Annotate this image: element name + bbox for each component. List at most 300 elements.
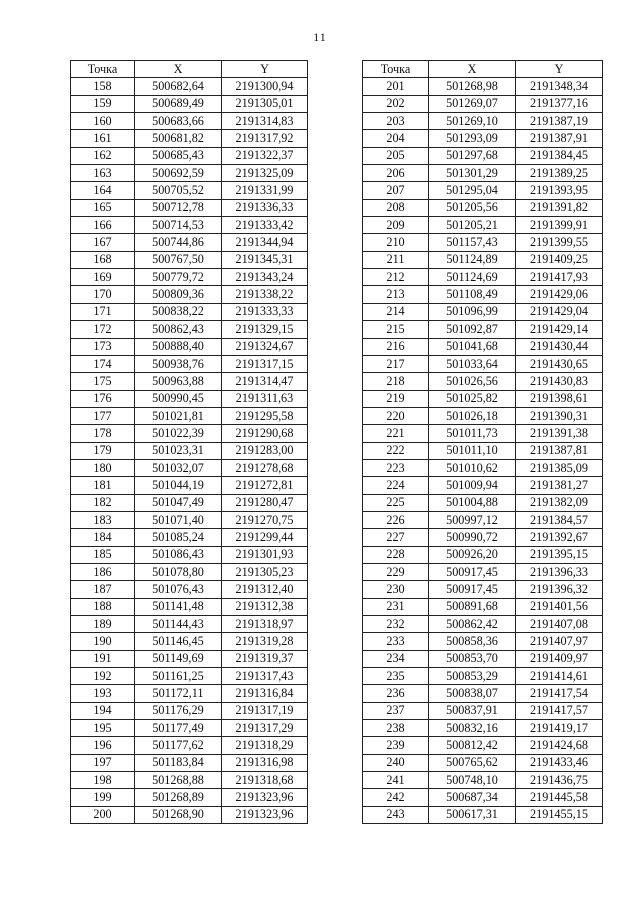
point-number-cell: 243: [363, 806, 429, 823]
point-number-cell: 187: [71, 581, 135, 598]
x-coordinate-cell: 500917,45: [429, 563, 516, 580]
point-number-cell: 215: [363, 321, 429, 338]
table-row: [71, 303, 308, 320]
x-coordinate-cell: 500926,20: [429, 546, 516, 563]
table-row: [71, 425, 308, 442]
x-coordinate-cell: 500888,40: [135, 338, 222, 355]
y-coordinate-cell: 2191417,54: [516, 685, 603, 702]
x-coordinate-cell: 500767,50: [135, 251, 222, 268]
table-row: [363, 234, 603, 251]
point-number-cell: 173: [71, 338, 135, 355]
table-row: [71, 581, 308, 598]
point-number-cell: 182: [71, 494, 135, 511]
x-coordinate-cell: 500990,72: [429, 529, 516, 546]
table-row: [363, 546, 603, 563]
point-number-cell: 233: [363, 633, 429, 650]
table-row: [71, 130, 308, 147]
coordinates-table-right: [362, 60, 603, 824]
table-row: [363, 459, 603, 476]
x-coordinate-cell: 500685,43: [135, 147, 222, 164]
table-row: [71, 269, 308, 286]
point-number-cell: 236: [363, 685, 429, 702]
y-coordinate-cell: 2191324,67: [222, 338, 308, 355]
x-coordinate-cell: 501026,18: [429, 407, 516, 424]
table-row: [363, 373, 603, 390]
y-coordinate-cell: 2191319,37: [222, 650, 308, 667]
x-coordinate-cell: 501032,07: [135, 459, 222, 476]
x-coordinate-cell: 501124,69: [429, 269, 516, 286]
point-number-cell: 194: [71, 702, 135, 719]
point-number-cell: 221: [363, 425, 429, 442]
column-header-y: Y: [516, 61, 603, 78]
y-coordinate-cell: 2191424,68: [516, 737, 603, 754]
y-coordinate-cell: 2191417,93: [516, 269, 603, 286]
y-coordinate-cell: 2191398,61: [516, 390, 603, 407]
point-number-cell: 192: [71, 668, 135, 685]
table-row: [71, 407, 308, 424]
y-coordinate-cell: 2191300,94: [222, 78, 308, 95]
table-row: [71, 737, 308, 754]
point-number-cell: 176: [71, 390, 135, 407]
table-row: [71, 147, 308, 164]
table-row: [363, 616, 603, 633]
y-coordinate-cell: 2191387,91: [516, 130, 603, 147]
x-coordinate-cell: 500682,64: [135, 78, 222, 95]
y-coordinate-cell: 2191387,19: [516, 113, 603, 130]
x-coordinate-cell: 500705,52: [135, 182, 222, 199]
table-row: [363, 702, 603, 719]
table-row: [71, 511, 308, 528]
x-coordinate-cell: 501108,49: [429, 286, 516, 303]
y-coordinate-cell: 2191325,09: [222, 165, 308, 182]
x-coordinate-cell: 501023,31: [135, 442, 222, 459]
point-number-cell: 166: [71, 217, 135, 234]
table-row: [363, 147, 603, 164]
table-row: [71, 113, 308, 130]
x-coordinate-cell: 501161,25: [135, 668, 222, 685]
table-row: [363, 581, 603, 598]
x-coordinate-cell: 500812,42: [429, 737, 516, 754]
x-coordinate-cell: 501297,68: [429, 147, 516, 164]
table-row: [363, 95, 603, 112]
table-row: [71, 477, 308, 494]
point-number-cell: 190: [71, 633, 135, 650]
table-row: [71, 321, 308, 338]
x-coordinate-cell: 500832,16: [429, 720, 516, 737]
point-number-cell: 209: [363, 217, 429, 234]
y-coordinate-cell: 2191329,15: [222, 321, 308, 338]
y-coordinate-cell: 2191311,63: [222, 390, 308, 407]
table-row: [71, 806, 308, 823]
y-coordinate-cell: 2191401,56: [516, 598, 603, 615]
point-number-cell: 207: [363, 182, 429, 199]
x-coordinate-cell: 500744,86: [135, 234, 222, 251]
y-coordinate-cell: 2191429,14: [516, 321, 603, 338]
point-number-cell: 170: [71, 286, 135, 303]
table-row: [363, 563, 603, 580]
x-coordinate-cell: 500997,12: [429, 511, 516, 528]
x-coordinate-cell: 501004,88: [429, 494, 516, 511]
y-coordinate-cell: 2191333,42: [222, 217, 308, 234]
y-coordinate-cell: 2191390,31: [516, 407, 603, 424]
point-number-cell: 196: [71, 737, 135, 754]
x-coordinate-cell: 500838,07: [429, 685, 516, 702]
y-coordinate-cell: 2191399,55: [516, 234, 603, 251]
y-coordinate-cell: 2191348,34: [516, 78, 603, 95]
x-coordinate-cell: 501205,56: [429, 199, 516, 216]
y-coordinate-cell: 2191392,67: [516, 529, 603, 546]
y-coordinate-cell: 2191317,29: [222, 720, 308, 737]
y-coordinate-cell: 2191387,81: [516, 442, 603, 459]
table-row: [71, 390, 308, 407]
point-number-cell: 172: [71, 321, 135, 338]
x-coordinate-cell: 500862,43: [135, 321, 222, 338]
y-coordinate-cell: 2191322,37: [222, 147, 308, 164]
point-number-cell: 225: [363, 494, 429, 511]
x-coordinate-cell: 501022,39: [135, 425, 222, 442]
table-row: [71, 217, 308, 234]
y-coordinate-cell: 2191396,33: [516, 563, 603, 580]
y-coordinate-cell: 2191417,57: [516, 702, 603, 719]
y-coordinate-cell: 2191455,15: [516, 806, 603, 823]
point-number-cell: 214: [363, 303, 429, 320]
table-row: [363, 217, 603, 234]
table-row: [71, 720, 308, 737]
y-coordinate-cell: 2191318,68: [222, 772, 308, 789]
table-row: [71, 494, 308, 511]
table-row: [363, 477, 603, 494]
x-coordinate-cell: 501177,49: [135, 720, 222, 737]
point-number-cell: 201: [363, 78, 429, 95]
table-row: [363, 251, 603, 268]
point-number-cell: 203: [363, 113, 429, 130]
x-coordinate-cell: 500712,78: [135, 199, 222, 216]
point-number-cell: 171: [71, 303, 135, 320]
point-number-cell: 223: [363, 459, 429, 476]
y-coordinate-cell: 2191433,46: [516, 754, 603, 771]
x-coordinate-cell: 500838,22: [135, 303, 222, 320]
x-coordinate-cell: 501021,81: [135, 407, 222, 424]
x-coordinate-cell: 501176,29: [135, 702, 222, 719]
y-coordinate-cell: 2191280,47: [222, 494, 308, 511]
table-row: [363, 529, 603, 546]
point-number-cell: 158: [71, 78, 135, 95]
x-coordinate-cell: 501085,24: [135, 529, 222, 546]
coordinates-table-left: [70, 60, 308, 824]
table-row: [363, 355, 603, 372]
table-row: [71, 182, 308, 199]
x-coordinate-cell: 501041,68: [429, 338, 516, 355]
column-header-y: Y: [222, 61, 308, 78]
y-coordinate-cell: 2191381,27: [516, 477, 603, 494]
x-coordinate-cell: 501011,73: [429, 425, 516, 442]
x-coordinate-cell: 501047,49: [135, 494, 222, 511]
y-coordinate-cell: 2191409,25: [516, 251, 603, 268]
table-row: [363, 685, 603, 702]
x-coordinate-cell: 500687,34: [429, 789, 516, 806]
point-number-cell: 234: [363, 650, 429, 667]
y-coordinate-cell: 2191399,91: [516, 217, 603, 234]
table-row: [71, 286, 308, 303]
table-row: [71, 546, 308, 563]
y-coordinate-cell: 2191290,68: [222, 425, 308, 442]
point-number-cell: 191: [71, 650, 135, 667]
table-row: [71, 234, 308, 251]
x-coordinate-cell: 501268,88: [135, 772, 222, 789]
y-coordinate-cell: 2191436,75: [516, 772, 603, 789]
table-row: [363, 442, 603, 459]
x-coordinate-cell: 501157,43: [429, 234, 516, 251]
y-coordinate-cell: 2191305,01: [222, 95, 308, 112]
y-coordinate-cell: 2191312,38: [222, 598, 308, 615]
table-row: [363, 598, 603, 615]
table-header-row: [71, 61, 308, 78]
table-row: [363, 668, 603, 685]
point-number-cell: 231: [363, 598, 429, 615]
table-row: [363, 494, 603, 511]
y-coordinate-cell: 2191323,96: [222, 789, 308, 806]
y-coordinate-cell: 2191318,29: [222, 737, 308, 754]
x-coordinate-cell: 501301,29: [429, 165, 516, 182]
table-row: [71, 442, 308, 459]
point-number-cell: 163: [71, 165, 135, 182]
point-number-cell: 224: [363, 477, 429, 494]
y-coordinate-cell: 2191384,57: [516, 511, 603, 528]
point-number-cell: 210: [363, 234, 429, 251]
x-coordinate-cell: 501205,21: [429, 217, 516, 234]
x-coordinate-cell: 500938,76: [135, 355, 222, 372]
table-row: [71, 668, 308, 685]
y-coordinate-cell: 2191407,97: [516, 633, 603, 650]
y-coordinate-cell: 2191377,16: [516, 95, 603, 112]
table-row: [71, 702, 308, 719]
point-number-cell: 204: [363, 130, 429, 147]
point-number-cell: 178: [71, 425, 135, 442]
point-number-cell: 228: [363, 546, 429, 563]
point-number-cell: 195: [71, 720, 135, 737]
x-coordinate-cell: 501078,80: [135, 563, 222, 580]
point-number-cell: 189: [71, 616, 135, 633]
y-coordinate-cell: 2191316,98: [222, 754, 308, 771]
table-row: [363, 650, 603, 667]
x-coordinate-cell: 501295,04: [429, 182, 516, 199]
page-number: 11: [313, 30, 327, 44]
y-coordinate-cell: 2191395,15: [516, 546, 603, 563]
x-coordinate-cell: 501268,90: [135, 806, 222, 823]
x-coordinate-cell: 500853,70: [429, 650, 516, 667]
y-coordinate-cell: 2191331,99: [222, 182, 308, 199]
point-number-cell: 184: [71, 529, 135, 546]
x-coordinate-cell: 501086,43: [135, 546, 222, 563]
table-row: [71, 650, 308, 667]
x-coordinate-cell: 500748,10: [429, 772, 516, 789]
table-row: [363, 737, 603, 754]
x-coordinate-cell: 501268,89: [135, 789, 222, 806]
x-coordinate-cell: 501124,89: [429, 251, 516, 268]
table-row: [363, 407, 603, 424]
y-coordinate-cell: 2191317,15: [222, 355, 308, 372]
point-number-cell: 167: [71, 234, 135, 251]
x-coordinate-cell: 501010,62: [429, 459, 516, 476]
point-number-cell: 226: [363, 511, 429, 528]
column-header-point: Точка: [363, 61, 429, 78]
point-number-cell: 198: [71, 772, 135, 789]
point-number-cell: 216: [363, 338, 429, 355]
y-coordinate-cell: 2191278,68: [222, 459, 308, 476]
y-coordinate-cell: 2191317,92: [222, 130, 308, 147]
x-coordinate-cell: 500809,36: [135, 286, 222, 303]
y-coordinate-cell: 2191445,58: [516, 789, 603, 806]
x-coordinate-cell: 501293,09: [429, 130, 516, 147]
table-row: [363, 511, 603, 528]
table-row: [71, 598, 308, 615]
point-number-cell: 235: [363, 668, 429, 685]
table-row: [71, 338, 308, 355]
point-number-cell: 169: [71, 269, 135, 286]
table-row: [71, 529, 308, 546]
point-number-cell: 238: [363, 720, 429, 737]
y-coordinate-cell: 2191312,40: [222, 581, 308, 598]
y-coordinate-cell: 2191429,06: [516, 286, 603, 303]
point-number-cell: 206: [363, 165, 429, 182]
table-row: [71, 754, 308, 771]
point-number-cell: 218: [363, 373, 429, 390]
x-coordinate-cell: 501092,87: [429, 321, 516, 338]
y-coordinate-cell: 2191389,25: [516, 165, 603, 182]
y-coordinate-cell: 2191391,38: [516, 425, 603, 442]
column-header-x: X: [429, 61, 516, 78]
table-row: [363, 720, 603, 737]
point-number-cell: 205: [363, 147, 429, 164]
point-number-cell: 181: [71, 477, 135, 494]
y-coordinate-cell: 2191314,47: [222, 373, 308, 390]
y-coordinate-cell: 2191323,96: [222, 806, 308, 823]
y-coordinate-cell: 2191393,95: [516, 182, 603, 199]
table-row: [363, 425, 603, 442]
x-coordinate-cell: 500692,59: [135, 165, 222, 182]
point-number-cell: 179: [71, 442, 135, 459]
table-row: [363, 286, 603, 303]
y-coordinate-cell: 2191396,32: [516, 581, 603, 598]
table-row: [363, 789, 603, 806]
x-coordinate-cell: 501025,82: [429, 390, 516, 407]
point-number-cell: 202: [363, 95, 429, 112]
x-coordinate-cell: 500990,45: [135, 390, 222, 407]
point-number-cell: 242: [363, 789, 429, 806]
point-number-cell: 160: [71, 113, 135, 130]
table-row: [71, 95, 308, 112]
y-coordinate-cell: 2191385,09: [516, 459, 603, 476]
x-coordinate-cell: 501096,99: [429, 303, 516, 320]
y-coordinate-cell: 2191336,33: [222, 199, 308, 216]
table-row: [71, 772, 308, 789]
x-coordinate-cell: 500891,68: [429, 598, 516, 615]
point-number-cell: 217: [363, 355, 429, 372]
x-coordinate-cell: 501071,40: [135, 511, 222, 528]
table-row: [363, 390, 603, 407]
table-row: [71, 563, 308, 580]
table-row: [363, 182, 603, 199]
y-coordinate-cell: 2191272,81: [222, 477, 308, 494]
x-coordinate-cell: 501144,43: [135, 616, 222, 633]
y-coordinate-cell: 2191343,24: [222, 269, 308, 286]
table-row: [363, 113, 603, 130]
point-number-cell: 239: [363, 737, 429, 754]
x-coordinate-cell: 500681,82: [135, 130, 222, 147]
x-coordinate-cell: 500917,45: [429, 581, 516, 598]
point-number-cell: 211: [363, 251, 429, 268]
x-coordinate-cell: 500862,42: [429, 616, 516, 633]
table-row: [363, 338, 603, 355]
y-coordinate-cell: 2191382,09: [516, 494, 603, 511]
table-row: [71, 616, 308, 633]
table-row: [71, 251, 308, 268]
y-coordinate-cell: 2191295,58: [222, 407, 308, 424]
point-number-cell: 200: [71, 806, 135, 823]
table-row: [71, 355, 308, 372]
x-coordinate-cell: 501146,45: [135, 633, 222, 650]
x-coordinate-cell: 500765,62: [429, 754, 516, 771]
y-coordinate-cell: 2191317,19: [222, 702, 308, 719]
point-number-cell: 165: [71, 199, 135, 216]
y-coordinate-cell: 2191270,75: [222, 511, 308, 528]
table-row: [363, 130, 603, 147]
y-coordinate-cell: 2191344,94: [222, 234, 308, 251]
table-row: [363, 321, 603, 338]
point-number-cell: 199: [71, 789, 135, 806]
x-coordinate-cell: 500617,31: [429, 806, 516, 823]
point-number-cell: 222: [363, 442, 429, 459]
point-number-cell: 168: [71, 251, 135, 268]
table-row: [363, 165, 603, 182]
x-coordinate-cell: 501149,69: [135, 650, 222, 667]
y-coordinate-cell: 2191429,04: [516, 303, 603, 320]
point-number-cell: 186: [71, 563, 135, 580]
x-coordinate-cell: 501141,48: [135, 598, 222, 615]
table-row: [363, 303, 603, 320]
point-number-cell: 174: [71, 355, 135, 372]
point-number-cell: 159: [71, 95, 135, 112]
column-header-point: Точка: [71, 61, 135, 78]
point-number-cell: 212: [363, 269, 429, 286]
y-coordinate-cell: 2191316,84: [222, 685, 308, 702]
x-coordinate-cell: 500837,91: [429, 702, 516, 719]
table-row: [363, 754, 603, 771]
y-coordinate-cell: 2191407,08: [516, 616, 603, 633]
y-coordinate-cell: 2191414,61: [516, 668, 603, 685]
table-row: [71, 685, 308, 702]
y-coordinate-cell: 2191283,00: [222, 442, 308, 459]
x-coordinate-cell: 501269,10: [429, 113, 516, 130]
table-header-row: [363, 61, 603, 78]
point-number-cell: 219: [363, 390, 429, 407]
y-coordinate-cell: 2191314,83: [222, 113, 308, 130]
point-number-cell: 237: [363, 702, 429, 719]
x-coordinate-cell: 500714,53: [135, 217, 222, 234]
x-coordinate-cell: 500853,29: [429, 668, 516, 685]
table-row: [363, 199, 603, 216]
y-coordinate-cell: 2191409,97: [516, 650, 603, 667]
y-coordinate-cell: 2191430,83: [516, 373, 603, 390]
column-header-x: X: [135, 61, 222, 78]
y-coordinate-cell: 2191317,43: [222, 668, 308, 685]
y-coordinate-cell: 2191345,31: [222, 251, 308, 268]
point-number-cell: 232: [363, 616, 429, 633]
table-row: [363, 78, 603, 95]
y-coordinate-cell: 2191338,22: [222, 286, 308, 303]
point-number-cell: 183: [71, 511, 135, 528]
x-coordinate-cell: 500683,66: [135, 113, 222, 130]
